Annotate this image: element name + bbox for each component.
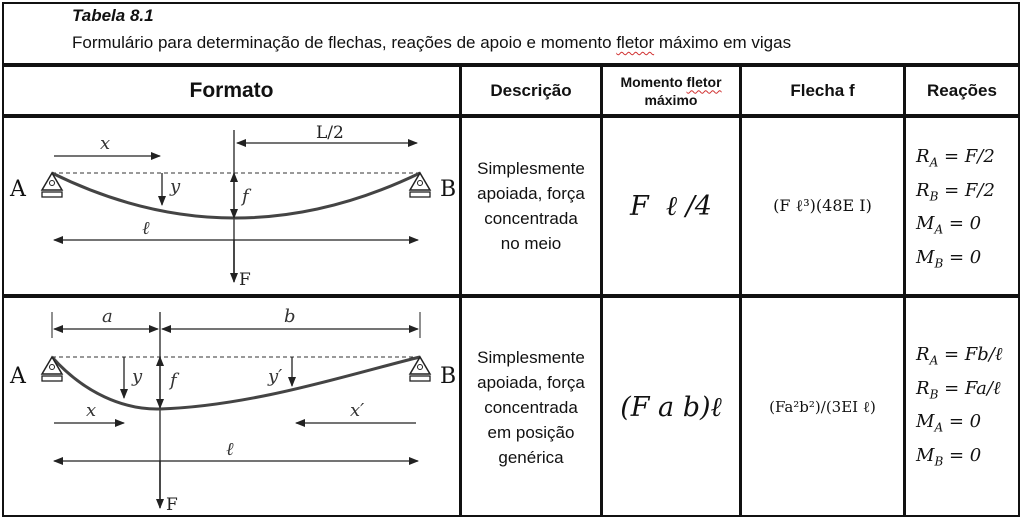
row1-deflection: (F ℓ³)(48E I) xyxy=(773,196,872,215)
x-label: x xyxy=(86,400,97,421)
caption-text-1: Formulário para determinação de flechas, reações de apoio e momento xyxy=(72,33,617,52)
caption-spellcheck-word: fletor xyxy=(616,33,655,52)
header-formato: Formato xyxy=(189,78,274,102)
x-prime-label: x′ xyxy=(350,400,365,421)
header-momento-word1: Momento xyxy=(620,73,687,90)
header-momento-line2: máximo xyxy=(644,91,698,108)
row2-desc-line5: genérica xyxy=(498,448,564,467)
header-reacoes: Reações xyxy=(927,80,997,100)
support-left-label: A xyxy=(10,177,26,202)
row1-reaction-rb: $R_B = F/2$ xyxy=(916,179,995,204)
header-momento-word2: fletor xyxy=(686,73,722,90)
row2-description xyxy=(462,298,600,517)
row2-deflection: (Fa²b²)/(3EI ℓ) xyxy=(769,398,876,416)
row2-reactions xyxy=(916,341,1002,475)
row1-reactions xyxy=(916,143,995,277)
x-label: x xyxy=(100,133,111,154)
support-right-label: B xyxy=(440,364,457,389)
header-flecha: Flecha f xyxy=(790,80,855,100)
row2-desc-line4: em posição xyxy=(487,423,575,442)
row1-reaction-mb: $M_B = 0$ xyxy=(916,246,982,271)
caption-text-2: máximo em vigas xyxy=(654,33,792,52)
beam-diagram-center-load xyxy=(4,118,459,294)
support-right xyxy=(410,357,430,381)
f-label: f xyxy=(170,370,177,391)
row2-reaction-ma: $M_A = 0$ xyxy=(916,411,982,435)
deflected-beam xyxy=(52,357,420,409)
support-left xyxy=(42,357,62,381)
support-left-label: A xyxy=(10,364,26,389)
force-label: F xyxy=(166,495,178,515)
row2-desc-line3: concentrada xyxy=(484,398,578,417)
row1-reaction-ra: $R_A = F/2$ xyxy=(916,146,995,170)
row1-desc-line1: Simplesmente xyxy=(477,159,585,178)
table-caption xyxy=(72,33,791,53)
row1-max-moment: F ℓ /4 xyxy=(629,190,712,222)
row2-reaction-mb: $M_B = 0$ xyxy=(916,444,982,469)
row1-desc-line3: concentrada xyxy=(484,209,578,228)
y-label: y xyxy=(132,366,143,387)
span-label: ℓ xyxy=(142,218,150,239)
row2-reaction-ra: $R_A$ = Fb/ℓ xyxy=(916,344,1003,368)
row2-desc-line2: apoiada, força xyxy=(477,373,585,392)
header-momento-line1 xyxy=(620,73,721,91)
row2-reaction-rb: $R_B$ = Fa/ℓ xyxy=(916,377,1001,402)
y-label: y xyxy=(170,176,181,197)
deflected-beam xyxy=(52,173,420,218)
a-label: a xyxy=(102,306,113,327)
half-span-label: L/2 xyxy=(316,123,344,143)
support-right-label: B xyxy=(440,177,457,202)
force-label: F xyxy=(239,270,251,290)
span-label: ℓ xyxy=(226,439,234,460)
y-prime-label: y′ xyxy=(268,366,283,387)
row1-description xyxy=(462,118,600,294)
header-descricao: Descrição xyxy=(490,80,572,100)
row1-reaction-ma: $M_A = 0$ xyxy=(916,213,982,237)
beam-diagram-generic-load xyxy=(4,298,459,517)
f-label: f xyxy=(242,186,249,207)
header-momento xyxy=(603,66,739,115)
row1-desc-line2: apoiada, força xyxy=(477,184,585,203)
row1-desc-line4: no meio xyxy=(500,234,562,253)
row2-max-moment: (F a b)ℓ xyxy=(620,392,722,423)
table-number: Tabela 8.1 xyxy=(72,6,154,25)
b-label: b xyxy=(284,306,296,327)
col-divider-4 xyxy=(903,64,906,517)
row2-desc-line1: Simplesmente xyxy=(477,348,585,367)
